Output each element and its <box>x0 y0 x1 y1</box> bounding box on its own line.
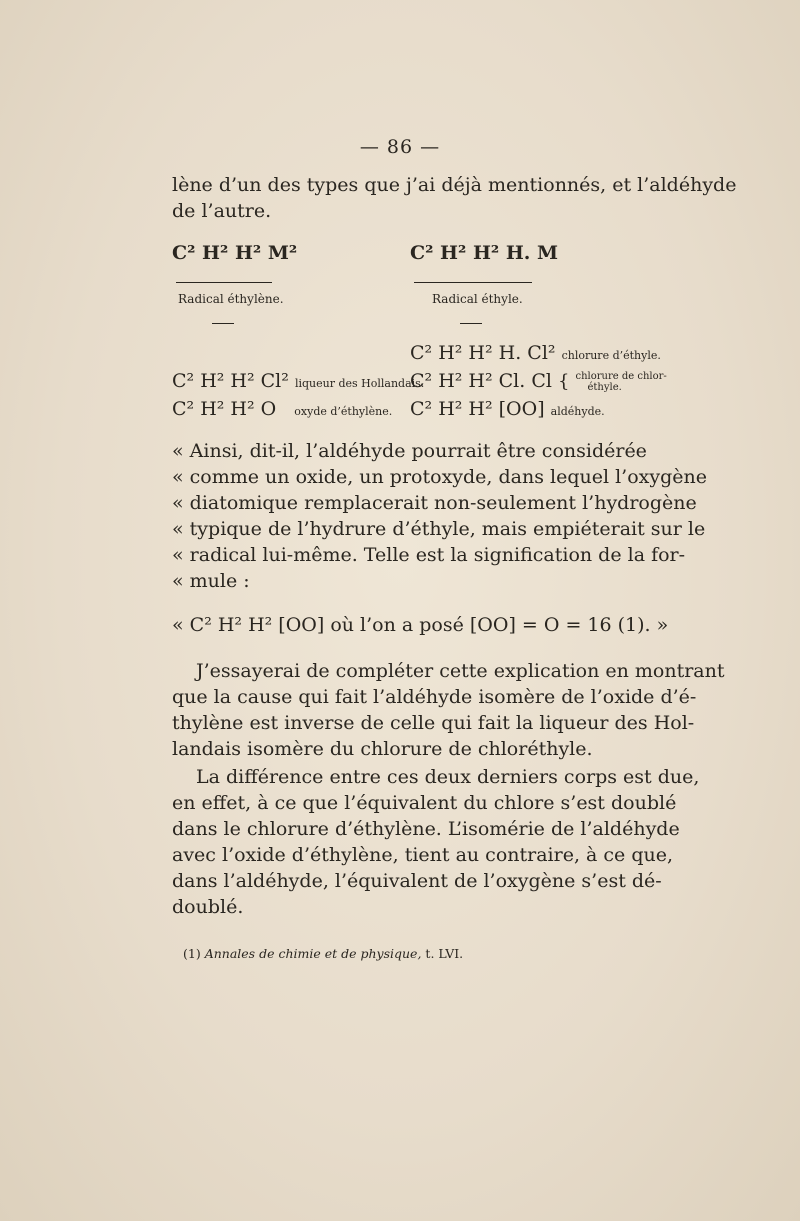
para2-line-3: dans le chlorure d’éthylène. L’isomérie de l’aldéhyde <box>172 818 680 840</box>
formula-text: C² H² H² O <box>172 398 277 420</box>
para2-line-2: en effet, à ce que l’équivalent du chlore s’est doublé <box>172 792 677 814</box>
label-liqueur-hollandais: liqueur des Hollandais. <box>294 377 425 390</box>
footnote-title: Annales de chimie et de physique, <box>204 946 422 961</box>
formula-chlorure-ethyle <box>410 342 661 364</box>
footnote-reference: t. LVI. <box>425 946 464 961</box>
quote-line-4: « typique de l’hydrure d’éthyle, mais empiéterait sur le <box>172 518 706 540</box>
label-line-b: éthyle. <box>587 382 622 393</box>
quote-line-1: « Ainsi, dit-il, l’aldéhyde pourrait être considérée <box>172 440 647 462</box>
label-aldehyde: aldéhyde. <box>550 405 605 418</box>
formula-oxyde-ethylene <box>172 398 392 420</box>
paragraph-1 <box>172 658 725 762</box>
label-chlorure-chlorethyle <box>576 371 667 393</box>
para2-line-1: La différence entre ces deux derniers corps est due, <box>196 766 700 788</box>
paragraph-2 <box>172 764 700 920</box>
para1-line-4: landais isomère du chlorure de chloréthyle. <box>172 738 593 760</box>
quote-line-6: « mule : <box>172 570 250 592</box>
para1-line-2: que la cause qui fait l’aldéhyde isomère de l’oxide d’é- <box>172 686 697 708</box>
footnote-number: (1) <box>183 946 201 961</box>
dash-right <box>460 323 482 324</box>
quote-formula: « C² H² H² [OO] où l’on a posé [OO] = O = 16 (1). » <box>172 614 669 636</box>
page-number-header: — 86 — <box>359 136 441 158</box>
caption-radical-ethyle: Radical éthyle. <box>432 292 523 306</box>
dash-left <box>212 323 234 324</box>
para1-line-3: thylène est inverse de celle qui fait la liqueur des Hol- <box>172 712 695 734</box>
label-oxyde-ethylene: oxyde d’éthylène. <box>294 405 393 418</box>
formula-text: C² H² H² [OO] <box>410 398 545 420</box>
formula-liqueur-hollandais <box>172 370 424 392</box>
formula-radical-ethyle: C² H² H² H. M <box>410 242 559 264</box>
intro-paragraph <box>172 172 737 224</box>
formula-text: C² H² H² H. Cl² <box>410 342 556 364</box>
quote-line-5: « radical lui-même. Telle est la signification de la for- <box>172 544 686 566</box>
formula-text: C² H² H² Cl. Cl <box>410 370 552 392</box>
footnote <box>183 946 463 961</box>
formula-aldehyde <box>410 398 605 420</box>
para2-line-6: doublé. <box>172 896 244 918</box>
formula-text: C² H² H² Cl² <box>172 370 289 392</box>
quote-line-3: « diatomique remplacerait non-seulement l’hydrogène <box>172 492 697 514</box>
brace-left <box>176 282 272 283</box>
formula-chlorure-chlorethyle <box>410 370 667 393</box>
para1-line-1: J’essayerai de compléter cette explication en montrant <box>196 660 725 682</box>
para2-line-4: avec l’oxide d’éthylène, tient au contraire, à ce que, <box>172 844 674 866</box>
label-chlorure-ethyle: chlorure d’éthyle. <box>561 349 661 362</box>
para2-line-5: dans l’aldéhyde, l’équivalent de l’oxygène s’est dé- <box>172 870 662 892</box>
brace-glyph: { <box>558 371 570 392</box>
caption-radical-ethylene: Radical éthylène. <box>178 292 284 306</box>
formula-radical-ethylene: C² H² H² M² <box>172 242 298 264</box>
quote-paragraph <box>172 438 707 594</box>
quote-line-2: « comme un oxide, un protoxyde, dans lequel l’oxygène <box>172 466 707 488</box>
intro-line-2: de l’autre. <box>172 200 272 222</box>
brace-right <box>414 282 532 283</box>
intro-line-1: lène d’un des types que j’ai déjà mentionnés, et l’aldéhyde <box>172 174 737 196</box>
label-line-a: chlorure de chlor- <box>575 371 667 382</box>
